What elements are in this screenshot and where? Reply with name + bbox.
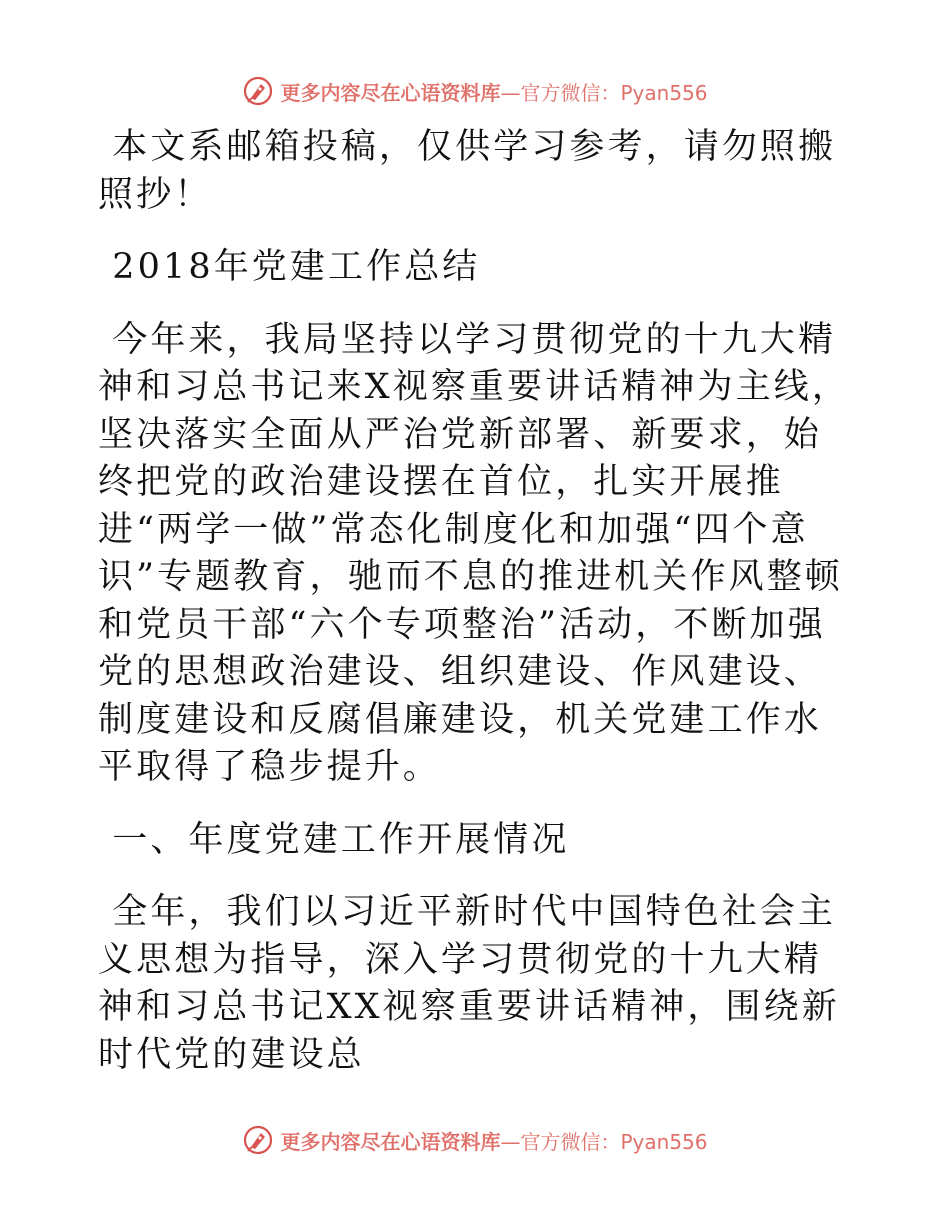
footer-watermark <box>0 1123 950 1157</box>
watermark-text: 更多内容尽在心语资料库—官方微信：Pyan556 <box>280 1129 708 1154</box>
pen-nib-logo-icon <box>242 75 274 107</box>
intro-paragraph: 今年来，我局坚持以学习贯彻党的十九大精神和习总书记来X视察重要讲话精神为主线，坚决落实全面从严治党新部署、新要求，始终把党的政治建设摆在首位，扎实开展推进“两学一做”常态化制度化和加强“四个意识”专题教育，驰而不息的推进机关作风整顿和党员干部“六个专项整治”活动，不断加强党的思想政治建设、组织建设、作风建设、制度建设和反腐倡廉建设，机关党建工作水平取得了稳步提升。 <box>98 319 850 787</box>
section-heading: 一、年度党建工作开展情况 <box>98 819 570 860</box>
header-watermark <box>0 74 950 108</box>
copyright-notice: 本文系邮箱投稿，仅供学习参考，请勿照搬照抄！ <box>98 127 837 215</box>
watermark-text: 更多内容尽在心语资料库—官方微信：Pyan556 <box>280 80 708 105</box>
document-title: 2018年党建工作总结 <box>98 247 481 287</box>
document-body <box>98 124 858 1079</box>
section-paragraph: 全年，我们以习近平新时代中国特色社会主义思想为指导，深入学习贯彻党的十九大精神和习总书记XX视察重要讲话精神，围绕新时代党的建设总 <box>98 892 840 1075</box>
pen-nib-logo-icon <box>242 1124 274 1156</box>
